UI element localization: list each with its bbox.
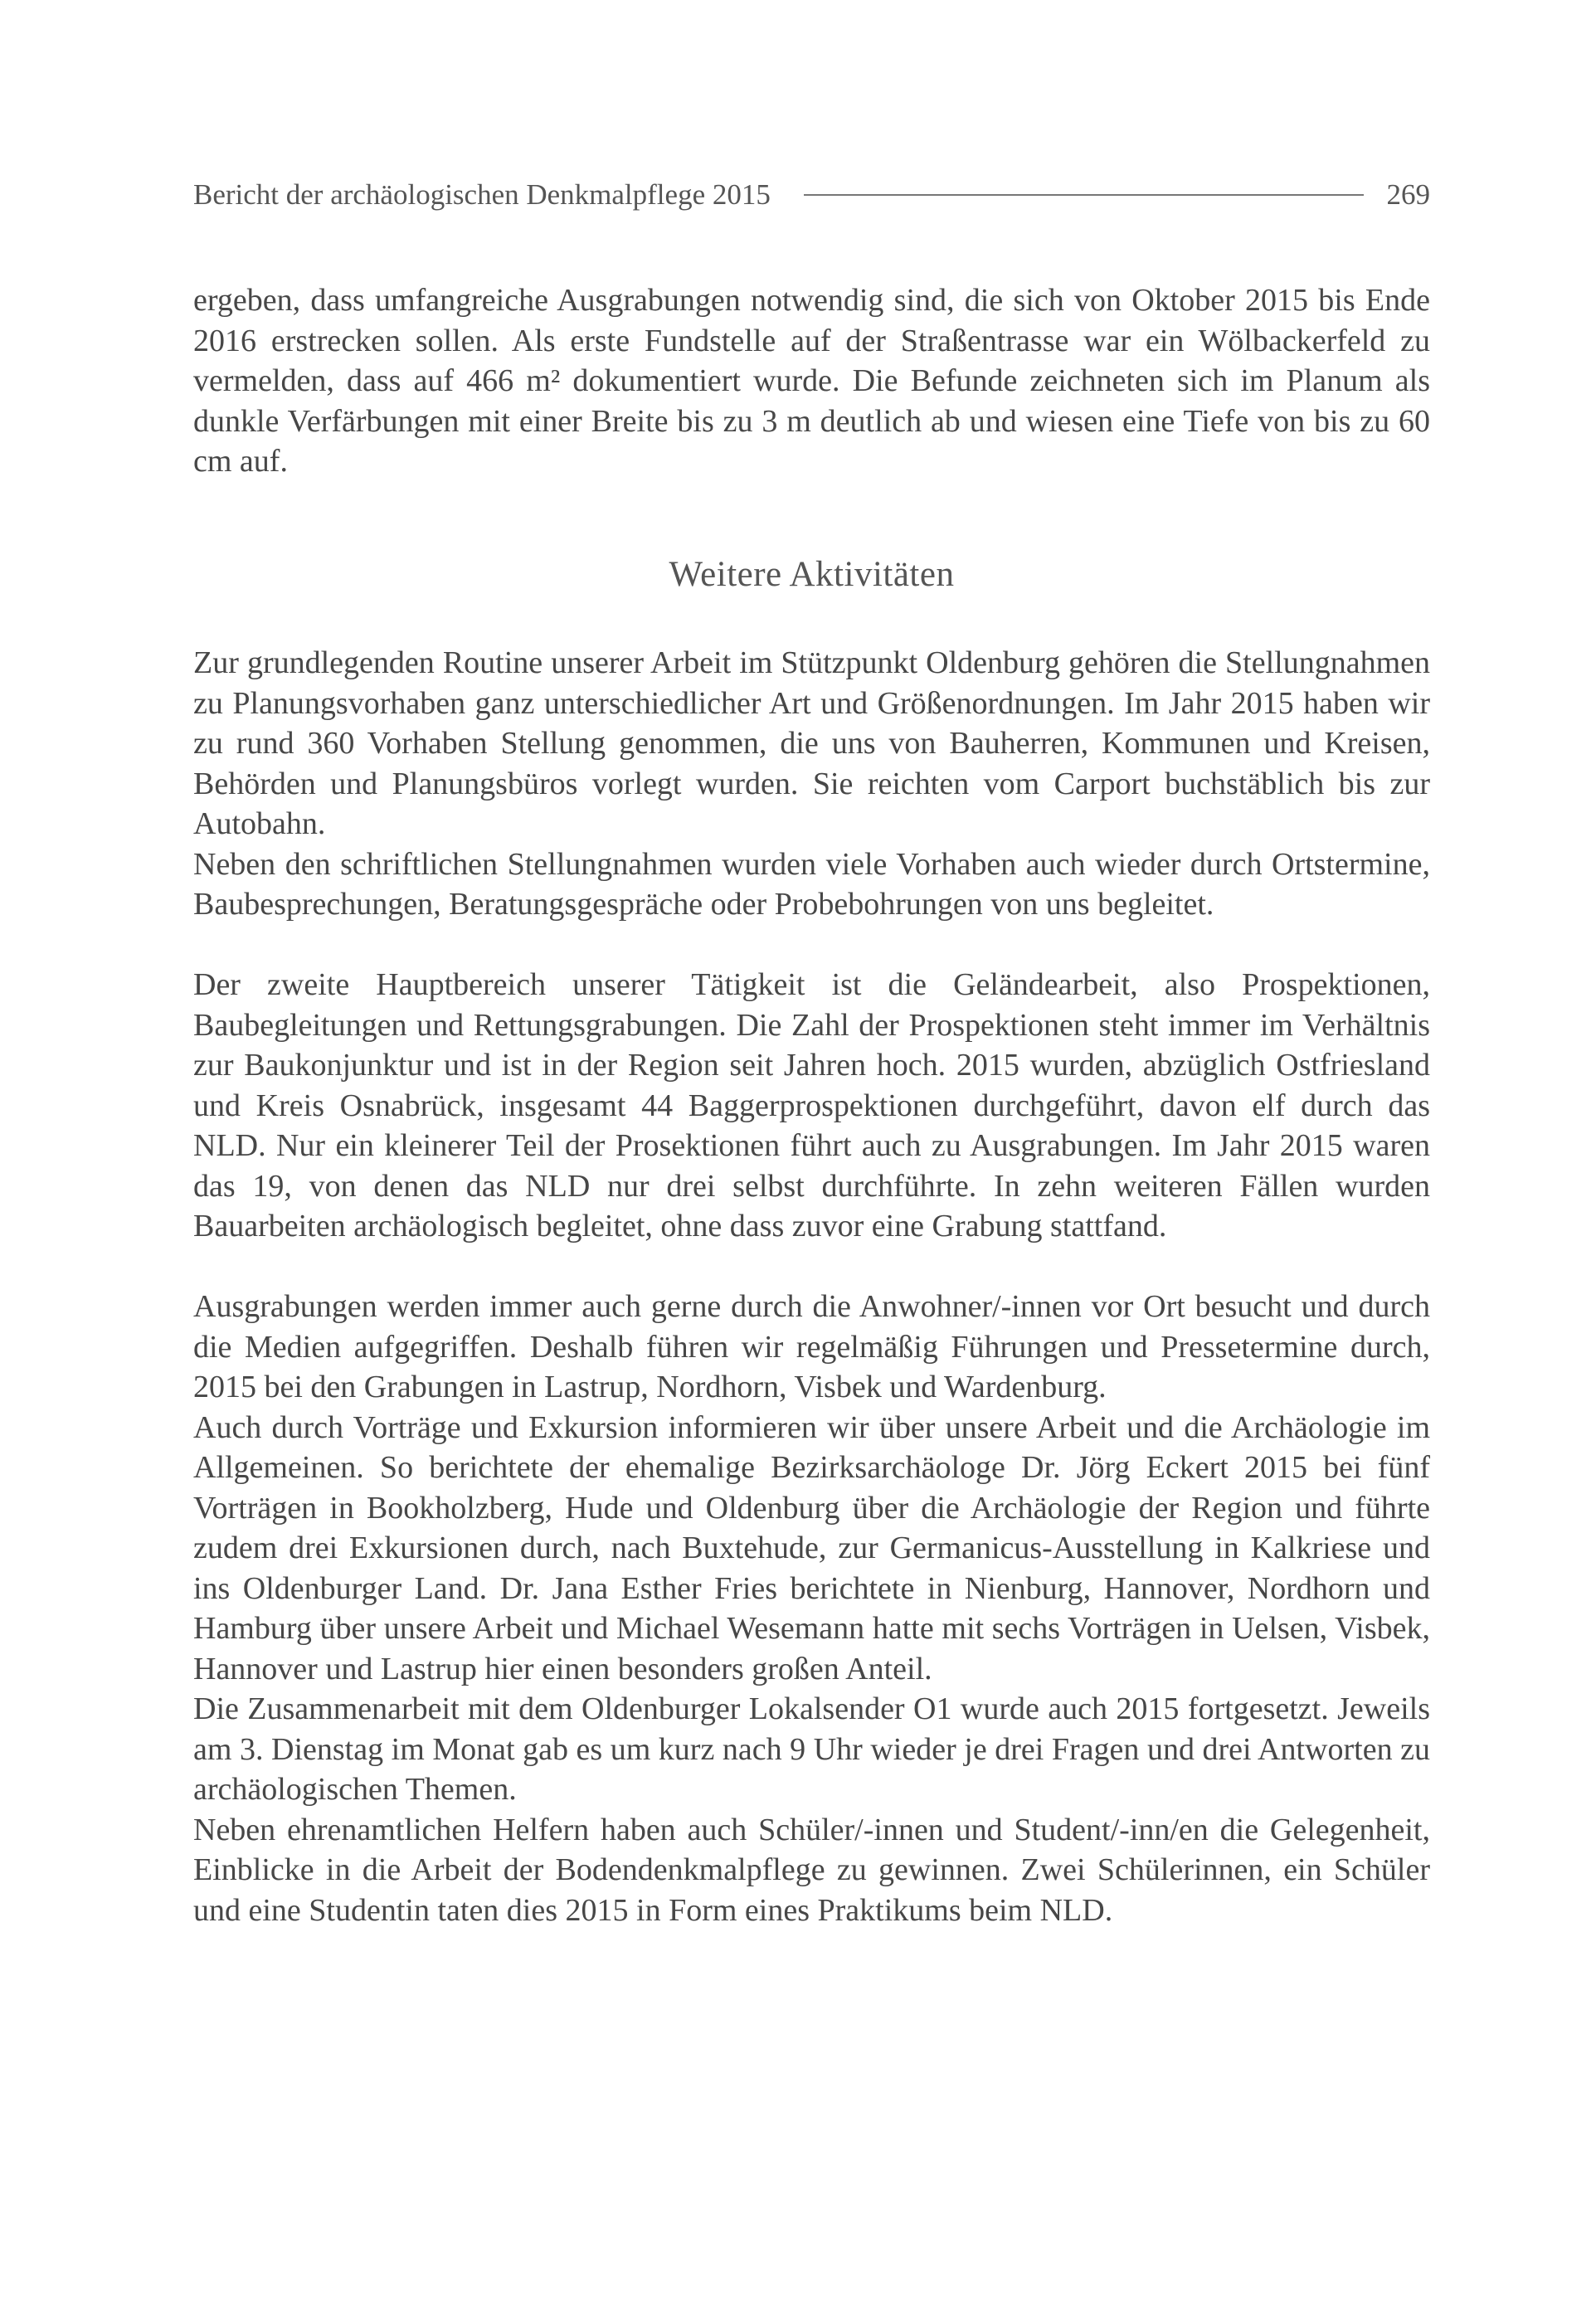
- intro-text-block: [193, 280, 1430, 482]
- paragraph-fuehrungen: Ausgrabungen werden immer auch gerne durch die Anwohner/-innen vor Ort besucht und durch die Medien aufgegriffen. Deshalb führen wir regelmäßig Führungen und Pressetermine durch, 2015 bei den Grabungen in Lastrup, Nordhorn, Visbek und Wardenburg.: [193, 1289, 1430, 1404]
- paragraph-vortraege: Auch durch Vorträge und Exkursion informieren wir über unsere Arbeit und die Archäologie im Allgemeinen. So berichtete der ehemalige Bezirksarchäologe Dr. Jörg Eckert 2015 bei fünf Vorträgen in Bookholzberg, Hude und Oldenburg über die Archäologie der Region und führte zudem drei Exkursionen durch, nach Buxtehude, zur Germanicus-Ausstellung in Kalkriese und ins Oldenburger Land. Dr. Jana Esther Fries berichtete in Nienburg, Hannover, Nordhorn und Hamburg über unsere Arbeit und Michael Wesemann hatte mit sechs Vorträgen in Uelsen, Visbek, Hannover und Lastrup hier einen besonders großen Anteil.: [193, 1409, 1430, 1686]
- paragraph-gelaendearbeit: Der zweite Hauptbereich unserer Tätigkeit ist die Geländearbeit, also Prospektionen, Baubegleitungen und Rettungsgrabungen. Die Zahl der Prospektionen steht immer im Verhältnis zur Baukonjunktur und ist in der Region seit Jahren hoch. 2015 wurden, abzüglich Ostfriesland und Kreis Osnabrück, insgesamt 44 Baggerprospektionen durchgeführt, davon elf durch das NLD. Nur ein kleinerer Teil der Prosektionen führt auch zu Ausgrabungen. Im Jahr 2015 waren das 19, von denen das NLD nur drei selbst durchführte. In zehn weiteren Fällen wurden Bauarbeiten archäologisch begleitet, ohne dass zuvor eine Grabung stattfand.: [193, 967, 1430, 1243]
- section-text-block: [193, 643, 1430, 1930]
- paragraph-ortstermine: Neben den schriftlichen Stellungnahmen wurden viele Vorhaben auch wieder durch Ortstermine, Baubesprechungen, Beratungsgespräche oder Probebohrungen von uns begleitet.: [193, 846, 1430, 922]
- intro-paragraph: ergeben, dass umfangreiche Ausgrabungen notwendig sind, die sich von Oktober 2015 bis Ende 2016 erstrecken sollen. Als erste Fundstelle auf der Straßentrasse war ein Wölbackerfeld zu vermelden, dass auf 466 m² dokumentiert wurde. Die Befunde zeichneten sich im Planum als dunkle Verfärbungen mit einer Breite bis zu 3 m deutlich ab und wiesen eine Tiefe von bis zu 60 cm auf.: [193, 283, 1430, 479]
- paragraph-lokalsender: Die Zusammenarbeit mit dem Oldenburger Lokalsender O1 wurde auch 2015 fortgesetzt. Jeweils am 3. Dienstag im Monat gab es um kurz nach 9 Uhr wieder je drei Fragen und drei Antworten zu archäologischen Themen.: [193, 1691, 1430, 1807]
- running-header: [193, 174, 1430, 216]
- paragraph-routine: Zur grundlegenden Routine unserer Arbeit im Stützpunkt Oldenburg gehören die Stellungnahmen zu Planungsvorhaben ganz unterschiedlicher Art und Größenordnungen. Im Jahr 2015 haben wir zu rund 360 Vorhaben Stellung genommen, die uns von Bauherren, Kommunen und Kreisen, Behörden und Planungsbüros vorlegt wurden. Sie reichten vom Carport buchstäblich bis zur Autobahn.: [193, 645, 1430, 841]
- header-rule: [804, 194, 1364, 196]
- page-number: 269: [1386, 178, 1430, 211]
- section-heading: Weitere Aktivitäten: [669, 555, 955, 594]
- header-title: Bericht der archäologischen Denkmalpflege 2015: [193, 178, 771, 211]
- paragraph-praktikum: Neben ehrenamtlichen Helfern haben auch Schüler/-innen und Student/-inn/en die Gelegenheit, Einblicke in die Arbeit der Bodendenkmalpflege zu gewinnen. Zwei Schülerinnen, ein Schüler und eine Studentin taten dies 2015 in Form eines Praktikums beim NLD.: [193, 1812, 1430, 1928]
